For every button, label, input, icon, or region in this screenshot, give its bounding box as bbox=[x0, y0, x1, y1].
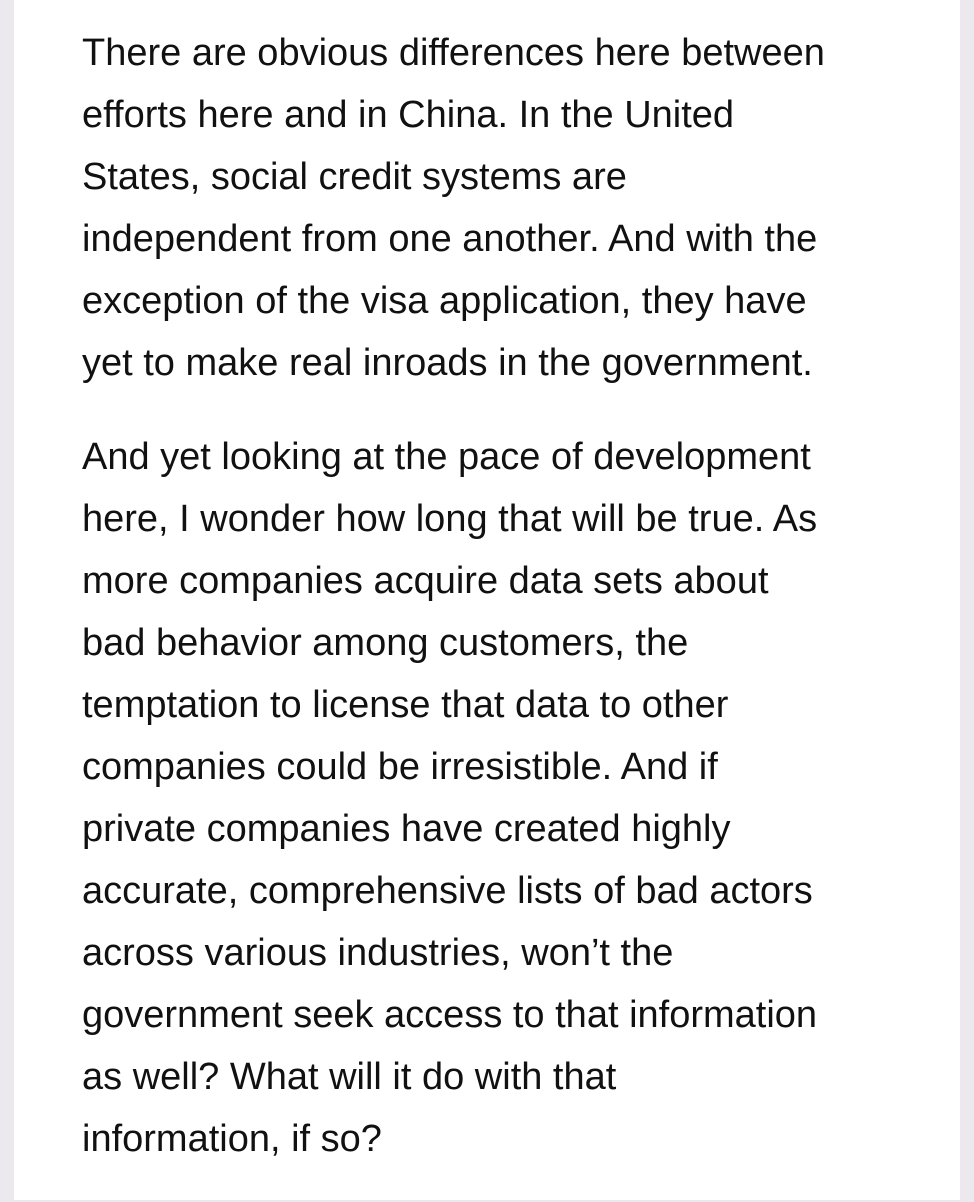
paragraph-1-line: exception of the visa application, they have bbox=[82, 280, 807, 322]
article-body bbox=[82, 22, 922, 1202]
paragraph-2-line: as well? What will it do with that bbox=[82, 1056, 617, 1098]
paragraph-2-line: information, if so? bbox=[82, 1118, 382, 1160]
paragraph-2-line: government seek access to that information bbox=[82, 994, 818, 1036]
paragraph-2-line: more companies acquire data sets about bbox=[82, 560, 769, 602]
paragraph-1-line: States, social credit systems are bbox=[82, 156, 627, 198]
paragraph-1-line: There are obvious differences here between bbox=[82, 32, 825, 74]
paragraph-2-line: across various industries, won’t the bbox=[82, 932, 674, 974]
paragraph-2-line: And yet looking at the pace of development bbox=[82, 436, 811, 478]
paragraph-2-line: accurate, comprehensive lists of bad actors bbox=[82, 870, 813, 912]
paragraph-2-line: temptation to license that data to other bbox=[82, 684, 729, 726]
paragraph-1-line: yet to make real inroads in the government. bbox=[82, 342, 813, 384]
paragraph-2-line: companies could be irresistible. And if bbox=[82, 746, 718, 788]
paragraph-2-line: bad behavior among customers, the bbox=[82, 622, 689, 664]
article-card bbox=[14, 0, 960, 1200]
paragraph-1 bbox=[82, 22, 922, 394]
paragraph-2 bbox=[82, 426, 922, 1170]
paragraph-1-line: efforts here and in China. In the United bbox=[82, 94, 735, 136]
paragraph-2-line: private companies have created highly bbox=[82, 808, 731, 850]
paragraph-1-line: independent from one another. And with the bbox=[82, 218, 818, 260]
paragraph-2-line: here, I wonder how long that will be true. As bbox=[82, 498, 818, 540]
